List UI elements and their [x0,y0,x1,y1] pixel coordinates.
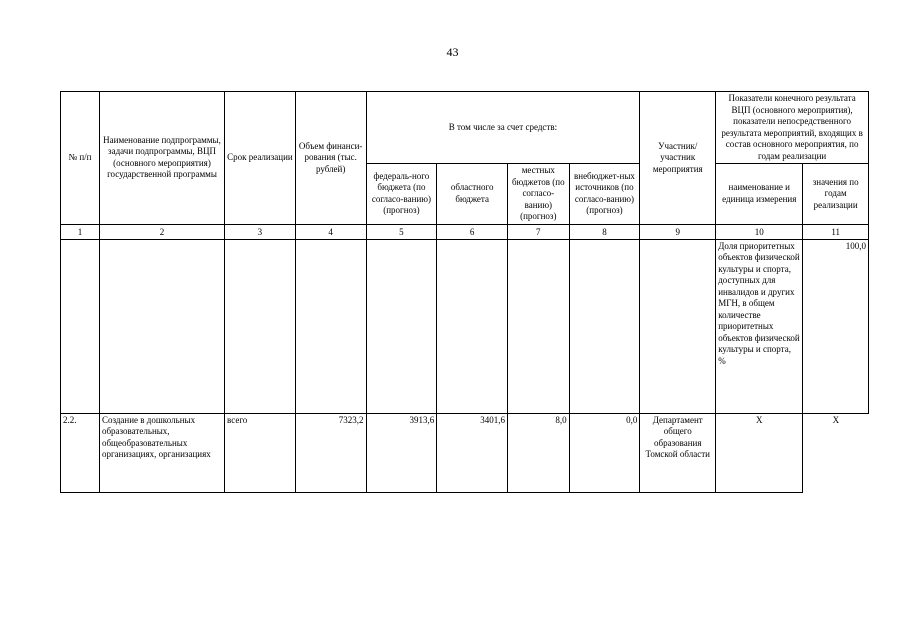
column-number: 6 [437,224,508,239]
cell-federal [366,239,437,413]
column-number: 1 [61,224,100,239]
header-sources-group: В том числе за счет средств: [366,92,640,164]
header-number: № п/п [61,92,100,225]
table-row [61,413,869,492]
column-number: 4 [295,224,366,239]
header-indicators-group: Показатели конечного результата ВЦП (основного мероприятия), показатели непосредственного результата мероприятий, входящих в состав основного мероприятия, по годам реализации [716,92,869,164]
header-federal: федераль-ного бюджета (по согласо-ванию) (прогноз) [366,164,437,225]
cell-indicator-value: Х [803,413,869,492]
table-row [61,239,869,413]
header-participant: Участник/ участник мероприятия [640,92,716,225]
cell-local [508,239,570,413]
cell-local: 8,0 [508,413,570,492]
column-number: 2 [99,224,224,239]
header-volume: Объем финанси-рования (тыс. рублей) [295,92,366,225]
cell-name: Создание в дошкольных образовательных, общеобразовательных организациях, организациях [99,413,224,492]
cell-federal: 3913,6 [366,413,437,492]
header-local: местных бюджетов (по согласо-ванию) (прогноз) [508,164,570,225]
header-row-1 [61,92,869,164]
column-number: 7 [508,224,570,239]
cell-regional: 3401,6 [437,413,508,492]
cell-volume: 7323,2 [295,413,366,492]
cell-regional [437,239,508,413]
column-number: 5 [366,224,437,239]
cell-indicator-value: 100,0 [803,239,869,413]
cell-indicator-name: Х [716,413,803,492]
cell-number [61,239,100,413]
column-number: 8 [569,224,640,239]
header-extrabudget: внебюджет-ных источников (по согласо-ванию) (прогноз) [569,164,640,225]
cell-name [99,239,224,413]
column-number-row [61,224,869,239]
column-number: 10 [716,224,803,239]
cell-term [225,239,296,413]
header-indicator-value: значения по годам реализации [803,164,869,225]
page-number: 43 [446,45,459,59]
program-table [60,91,869,493]
cell-indicator-name: Доля приоритетных объектов физической культуры и спорта, доступных для инвалидов и других МГН, в общем количестве приоритетных объектов физической культуры и спорта, % [716,239,803,413]
cell-extrabudget: 0,0 [569,413,640,492]
cell-participant [640,239,716,413]
cell-participant: Департамент общего образования Томской области [640,413,716,492]
cell-extrabudget [569,239,640,413]
cell-number: 2.2. [61,413,100,492]
cell-volume [295,239,366,413]
header-indicator-name: наименование и единица измерения [716,164,803,225]
header-name: Наименование подпрограммы, задачи подпрограммы, ВЦП (основного мероприятия) государственной программы [99,92,224,225]
column-number: 9 [640,224,716,239]
column-number: 3 [225,224,296,239]
column-number: 11 [803,224,869,239]
header-regional: областного бюджета [437,164,508,225]
cell-term: всего [225,413,296,492]
header-term: Срок реализации [225,92,296,225]
